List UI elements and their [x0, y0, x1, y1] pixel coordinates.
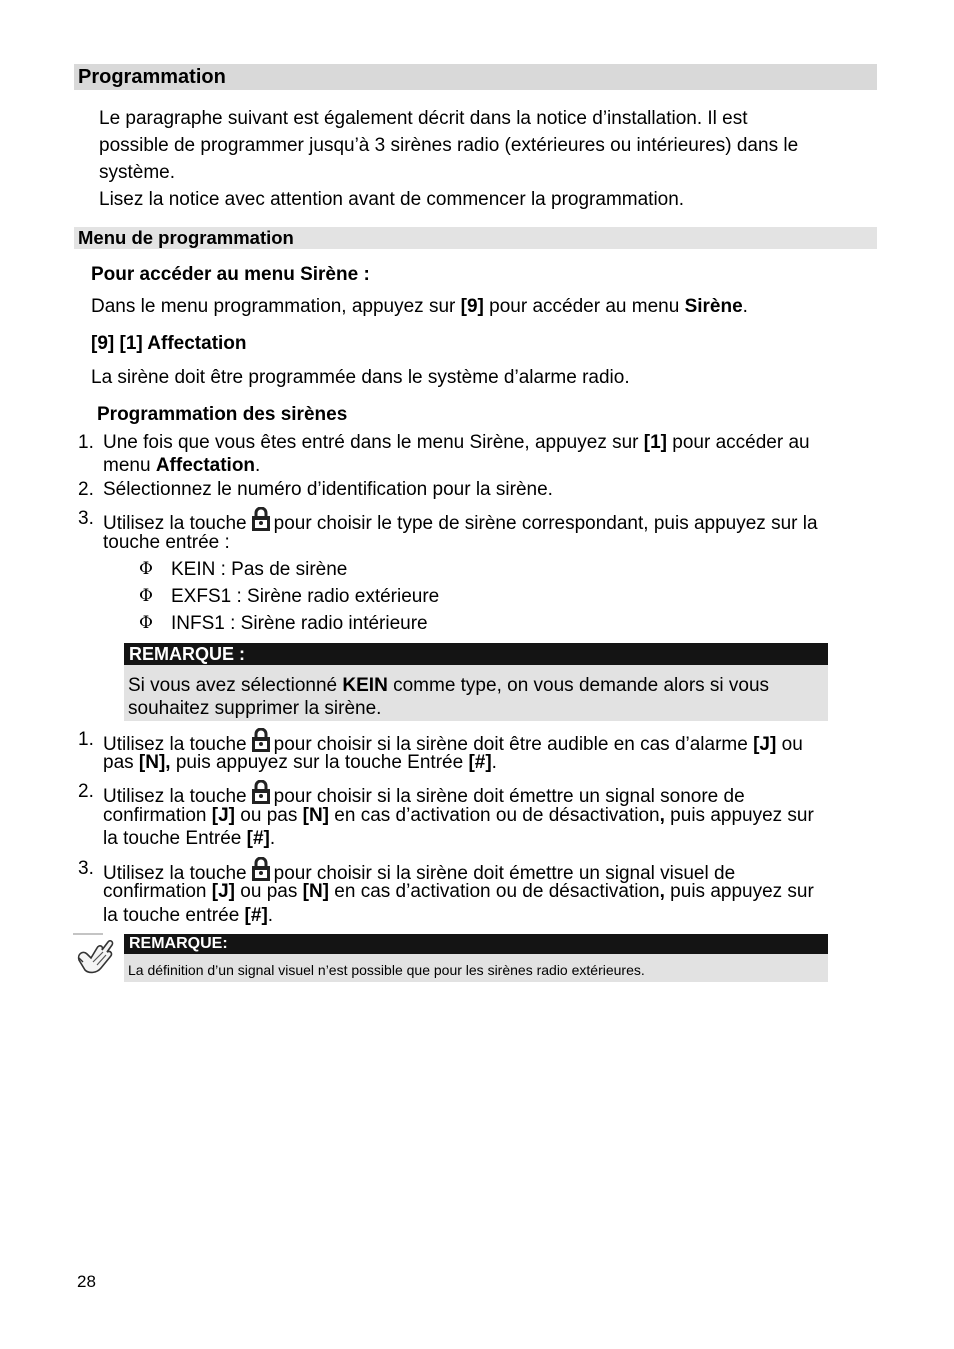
step-text-b: pour choisir le type de sirène correspondant, puis appuyez sur la	[273, 513, 818, 534]
hand-note-icon	[73, 932, 117, 976]
step-text-a: Utilisez la touche	[103, 734, 247, 755]
step-text-a: Utilisez la touche	[103, 513, 247, 534]
step-text-b: pour choisir si la sirène doit être audible en cas d’alarme	[273, 734, 754, 755]
lock-key-icon	[251, 780, 271, 805]
step-text	[103, 880, 814, 903]
remark-text-b: comme type, on vous demande alors si vous	[387, 675, 770, 696]
intro-paragraph	[99, 105, 798, 213]
step-comma: ,	[659, 805, 665, 826]
lock-key-icon	[251, 507, 271, 532]
remark-line: souhaitez supprimer la sirène.	[128, 698, 382, 719]
step-number: 1.	[78, 432, 94, 453]
remark-title: REMARQUE:	[124, 934, 828, 954]
access-heading: Pour accéder au menu Sirène :	[91, 264, 370, 285]
key-label: [J]	[211, 881, 236, 902]
step-number: 2.	[78, 479, 94, 500]
remark-title: REMARQUE :	[124, 643, 828, 665]
step-text-c: confirmation	[103, 881, 212, 902]
lock-key-icon	[251, 857, 271, 882]
step-text-d: .	[255, 455, 261, 476]
step-text-f: puis appuyez sur	[664, 805, 814, 826]
intro-line: possible de programmer jusqu’à 3 sirènes radio (extérieures ou intérieures) dans le	[99, 135, 799, 156]
key-label: [9]	[460, 296, 484, 317]
key-label: [J]	[211, 805, 236, 826]
access-text-c: .	[742, 296, 748, 317]
step-text	[103, 454, 260, 477]
key-label: [#]	[468, 752, 492, 773]
step-text	[103, 751, 497, 774]
intro-line: Le paragraphe suivant est également décrit dans la notice d’installation. Il est	[99, 108, 748, 129]
step-text-c: menu	[103, 455, 156, 476]
step-text	[103, 804, 814, 827]
intro-line: système.	[99, 162, 176, 183]
bullet-item: EXFS1 : Sirène radio extérieure	[171, 586, 440, 607]
step-text-e: en cas d’activation ou de désactivation	[329, 805, 660, 826]
step-text-e: en cas d’activation ou de désactivation	[329, 881, 660, 902]
remark-text-a: Si vous avez sélectionné	[128, 675, 343, 696]
step-text-b: pour choisir si la sirène doit émettre un signal visuel de	[273, 863, 736, 884]
step-text-a: Une fois que vous êtes entré dans le menu Sirène, appuyez sur	[103, 432, 644, 453]
step-text-d: pas	[103, 752, 139, 773]
bullet-icon: Φ	[139, 613, 153, 633]
step-text-b: pour accéder au	[667, 432, 810, 453]
step-text-d: ou pas	[235, 881, 303, 902]
bullet-item: INFS1 : Sirène radio intérieure	[171, 613, 428, 634]
prog-sirenes-heading: Programmation des sirènes	[97, 404, 348, 425]
step-number: 1.	[78, 729, 94, 750]
subsection-title: Menu de programmation	[74, 227, 877, 249]
remark-body: La définition d’un signal visuel n’est possible que pour les sirènes radio extérieures.	[124, 954, 828, 982]
key-label: [#]	[246, 828, 270, 849]
menu-label: Sirène	[684, 296, 743, 317]
intro-line: Lisez la notice avec attention avant de commencer la programmation.	[99, 189, 685, 210]
step-text-c: ou	[776, 734, 803, 755]
affectation-text: La sirène doit être programmée dans le système d’alarme radio.	[91, 367, 630, 388]
bullet-item: KEIN : Pas de sirène	[171, 559, 348, 580]
step-text: touche entrée :	[103, 532, 230, 553]
lock-key-icon	[251, 728, 271, 753]
key-label: [N],	[138, 752, 171, 773]
step-comma: ,	[659, 881, 665, 902]
key-label: [1]	[643, 432, 668, 453]
step-text	[103, 904, 273, 927]
step-text-a: Utilisez la touche	[103, 786, 247, 807]
step-text-f: .	[491, 752, 497, 773]
access-text-b: pour accéder au menu	[483, 296, 685, 317]
step-text	[103, 827, 275, 850]
bullet-icon: Φ	[139, 586, 153, 606]
access-text-a: Dans le menu programmation, appuyez sur	[91, 296, 461, 317]
step-text-b: pour choisir si la sirène doit émettre un signal sonore de	[273, 786, 745, 807]
step-text-e: puis appuyez sur la touche Entrée	[170, 752, 469, 773]
step-number: 3.	[78, 508, 94, 529]
access-text	[91, 295, 748, 318]
key-label: [N]	[302, 805, 330, 826]
key-label: KEIN	[342, 675, 388, 696]
bullet-icon: Φ	[139, 559, 153, 579]
step-text-h: .	[269, 828, 276, 849]
step-text-f: puis appuyez sur	[664, 881, 814, 902]
key-label: [J]	[753, 734, 777, 755]
step-text-g: la touche entrée	[103, 905, 245, 926]
step-number: 3.	[78, 858, 94, 879]
step-text	[103, 431, 810, 454]
step-number: 2.	[78, 781, 94, 802]
page-number: 28	[77, 1272, 96, 1291]
remark-body	[124, 665, 828, 721]
remark-line	[128, 674, 828, 697]
section-title: Programmation	[74, 64, 877, 90]
step-text-c: confirmation	[103, 805, 212, 826]
step-text-a: Utilisez la touche	[103, 863, 247, 884]
affectation-heading: [9] [1] Affectation	[91, 333, 247, 354]
menu-label: Affectation	[155, 455, 256, 476]
step-text-d: ou pas	[235, 805, 303, 826]
step-text: Sélectionnez le numéro d’identification pour la sirène.	[103, 479, 553, 500]
key-label: [#]	[244, 905, 268, 926]
step-text-h: .	[267, 905, 274, 926]
step-text-g: la touche Entrée	[103, 828, 247, 849]
key-label: [N]	[302, 881, 330, 902]
